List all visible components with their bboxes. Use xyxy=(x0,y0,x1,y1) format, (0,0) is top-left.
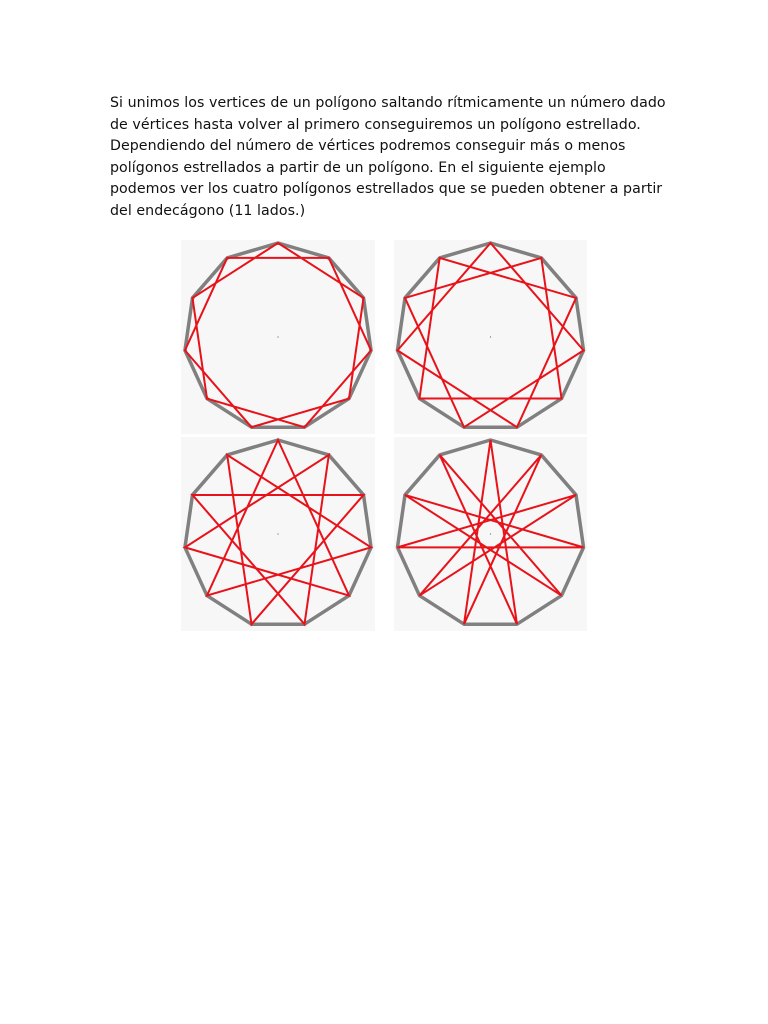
star-polygon-panel-4 xyxy=(394,437,587,631)
star-polygon-figure-grid xyxy=(181,240,587,631)
center-point xyxy=(490,533,491,534)
star-polygon-panel-3 xyxy=(181,437,375,631)
star-polygon-lines xyxy=(185,243,371,427)
star-polygon-11-2 xyxy=(181,240,375,434)
paragraph-line: Si unimos los vertices de un polígono saltando rítmicamente un número dado xyxy=(110,95,666,111)
star-polygon-lines xyxy=(397,243,583,427)
paragraph-line: Dependiendo del número de vértices podremos conseguir más o menos xyxy=(110,138,626,155)
paragraph-line: polígonos estrellados a partir de un polígono. En el siguiente ejemplo xyxy=(110,159,606,176)
star-polygon-11-4 xyxy=(181,437,375,631)
star-polygon-11-3 xyxy=(394,240,587,434)
intro-paragraph xyxy=(110,93,670,223)
hendecagon-outline xyxy=(185,440,371,624)
star-polygon-panel-1 xyxy=(181,240,375,434)
hendecagon-outline xyxy=(397,440,583,624)
star-polygon-lines xyxy=(185,440,371,624)
center-point xyxy=(277,336,278,337)
hendecagon-outline xyxy=(397,243,583,427)
center-point xyxy=(490,336,491,337)
star-polygon-lines xyxy=(397,440,583,624)
paragraph-line: de vértices hasta volver al primero conseguiremos un polígono estrellado. xyxy=(110,116,641,133)
paragraph-line: del endecágono (11 lados.) xyxy=(110,202,306,219)
center-point xyxy=(277,533,278,534)
star-polygon-panel-2 xyxy=(394,240,587,434)
star-polygon-11-5 xyxy=(394,437,587,631)
paragraph-line: podemos ver los cuatro polígonos estrellados que se pueden obtener a partir xyxy=(110,181,663,198)
